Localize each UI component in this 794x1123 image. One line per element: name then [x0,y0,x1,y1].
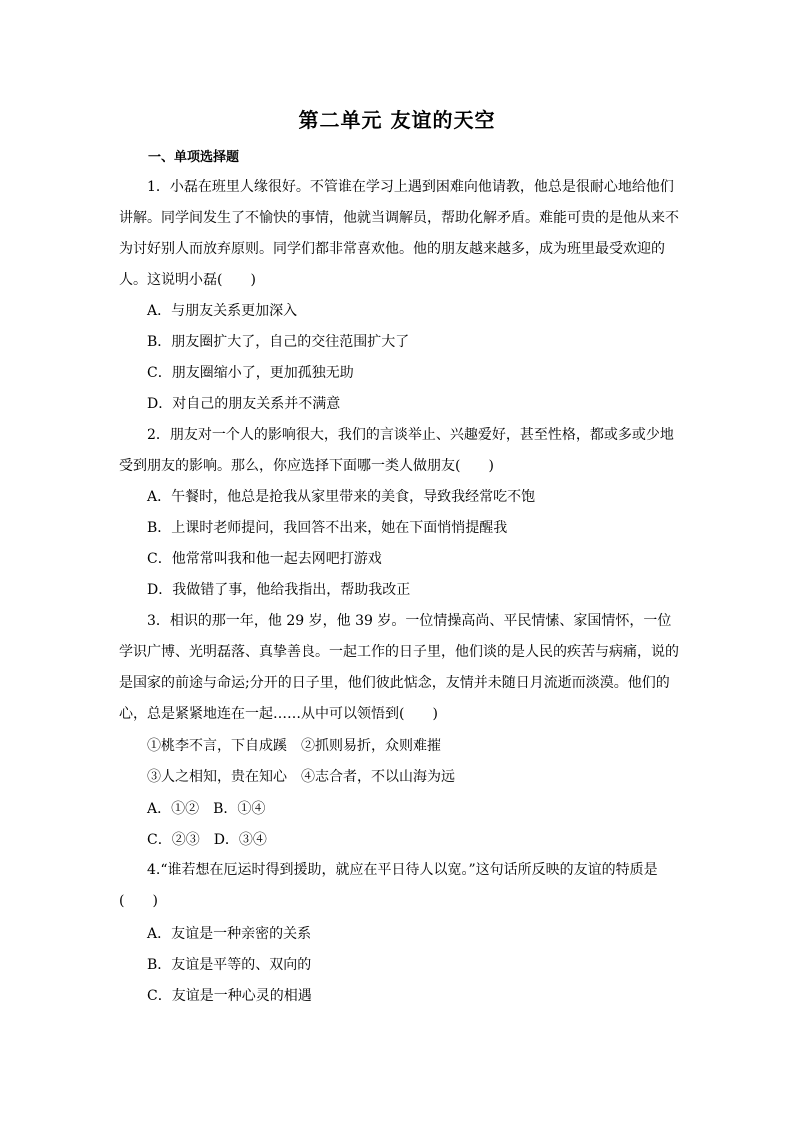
question-4-option-b: B．友谊是平等的、双向的 [147,957,312,973]
question-2-option-b: B．上课时老师提问，我回答不出来，她在下面悄悄提醒我 [147,520,508,536]
question-1-stem: 1．小磊在班里人缘很好。不管谁在学习上遇到困难向他请教，他总是很耐心地给他们讲解。同学间发生了不愉快的事情，他就当调解员，帮助化解矛盾。难能可贵的是他从来不为讨好别人而放弃原则。同学们都非常喜欢他。他的朋友越来越多，成为班里最受欢迎的人。这说明小磊( ) [119,179,679,288]
question-2-option-a: A．午餐时，他总是抢我从家里带来的美食，导致我经常吃不饱 [147,489,536,505]
question-1-option-b: B．朋友圈扩大了，自己的交往范围扩大了 [147,334,410,350]
section-heading: 一、单项选择题 [148,150,240,165]
question-3-option-ab: A．①② B．①④ [147,801,266,817]
question-4-option-a: A．友谊是一种亲密的关系 [147,926,312,942]
question-2-option-d: D．我做错了事，他给我指出，帮助我改正 [147,582,411,598]
question-4-option-c: C．友谊是一种心灵的相遇 [147,988,312,1004]
question-3-option-cd: C．②③ D．③④ [147,832,267,848]
question-4-stem: 4.“谁若想在厄运时得到援助，就应在平日待人以宽。”这句话所反映的友谊的特质是( ) [119,862,658,909]
question-2-stem: 2．朋友对一个人的影响很大，我们的言谈举止、兴趣爱好，甚至性格，都或多或少地受到朋友的影响。那么，你应选择下面哪一类人做朋友( ) [119,427,674,474]
question-1-option-d: D．对自己的朋友关系并不满意 [147,396,341,412]
question-1-option-c: C．朋友圈缩小了，更加孤独无助 [147,365,354,381]
question-1-option-a: A．与朋友关系更加深入 [147,303,298,319]
question-3-stem: 3．相识的那一年，他 29 岁，他 39 岁。一位情操高尚、平民情愫、家国情怀，一位学识广博、光明磊落、真挚善良。一起工作的日子里，他们谈的是人民的疾苦与病痛，说的是国家的前途与命运;分开的日子里，他们彼此惦念，友情并未随日月流逝而淡漠。他们的心，总是紧紧地连在一起……从中可以领悟到( ) [119,613,679,722]
page-title: 第二单元 友谊的天空 [298,108,496,132]
question-3-statement-2: ③人之相知，贵在知心 ④志合者，不以山海为远 [147,769,455,785]
question-3-statement-1: ①桃李不言，下自成蹊 ②抓则易折，众则难摧 [147,738,441,754]
question-2-option-c: C．他常常叫我和他一起去网吧打游戏 [147,551,382,567]
